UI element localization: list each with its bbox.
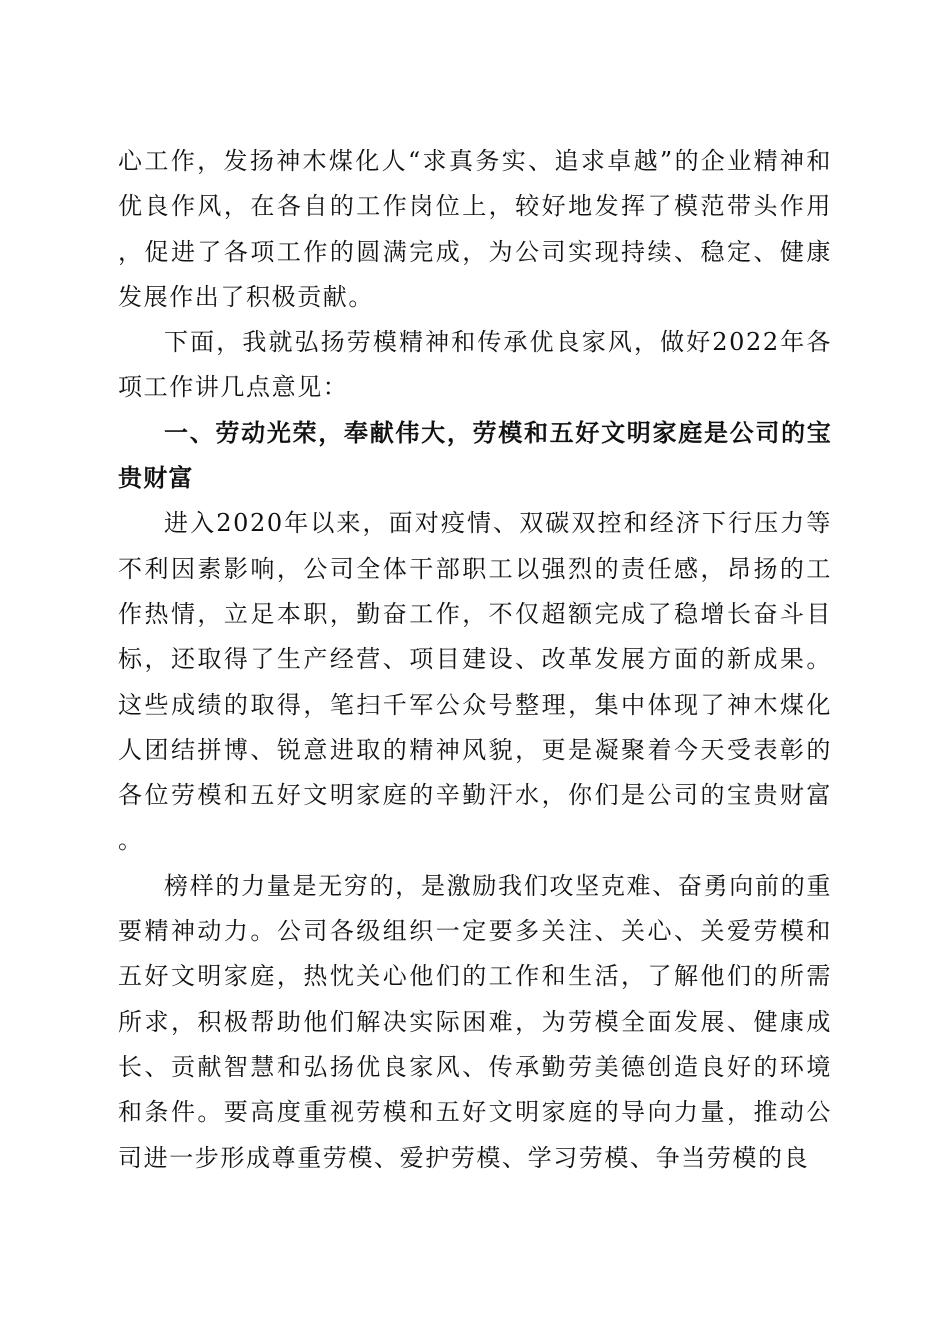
paragraph-achievements: 进入2020年以来，面对疫情、双碳双控和经济下行压力等不利因素影响，公司全体干部职工以强烈的责任感，昂扬的工作热情，立足本职，勤奋工作，不仅超额完成了稳增长奋斗目标，还取得了生产经营、项目建设、改革发展方面的新成果。这些成绩的取得，笔扫千军公众号整理，集中体现了神木煤化人团结拼博、锐意进取的精神风貌，更是凝聚着今天受表彰的各位劳模和五好文明家庭的辛勤汗水，你们是公司的宝贵财富。 xyxy=(118,509,832,855)
section-heading-1: 一、劳动光荣，奉献伟大，劳模和五好文明家庭是公司的宝贵财富 xyxy=(118,418,832,493)
paragraph-intro-opinions: 下面，我就弘扬劳模精神和传承优良家风，做好2022年各项工作讲几点意见： xyxy=(118,328,832,402)
document-body xyxy=(118,139,832,1181)
paragraph-role-models: 榜样的力量是无穷的，是激励我们攻坚克难、奋勇向前的重要精神动力。公司各级组织一定要多关注、关心、关爱劳模和五好文明家庭，热忱关心他们的工作和生活，了解他们的所需所求，积极帮助他们解决实际困难，为劳模全面发展、健康成长、贡献智慧和弘扬优良家风、传承勤劳美德创造良好的环境和条件。要高度重视劳模和五好文明家庭的导向力量，推动公司进一步形成尊重劳模、爱护劳模、学习劳模、争当劳模的良 xyxy=(118,871,832,1172)
paragraph-continuation: 心工作，发扬神木煤化人“求真务实、追求卓越”的企业精神和优良作风，在各自的工作岗位上，较好地发挥了模范带头作用，促进了各项工作的圆满完成，为公司实现持续、稳定、健康发展作出了积极贡献。 xyxy=(118,147,832,311)
